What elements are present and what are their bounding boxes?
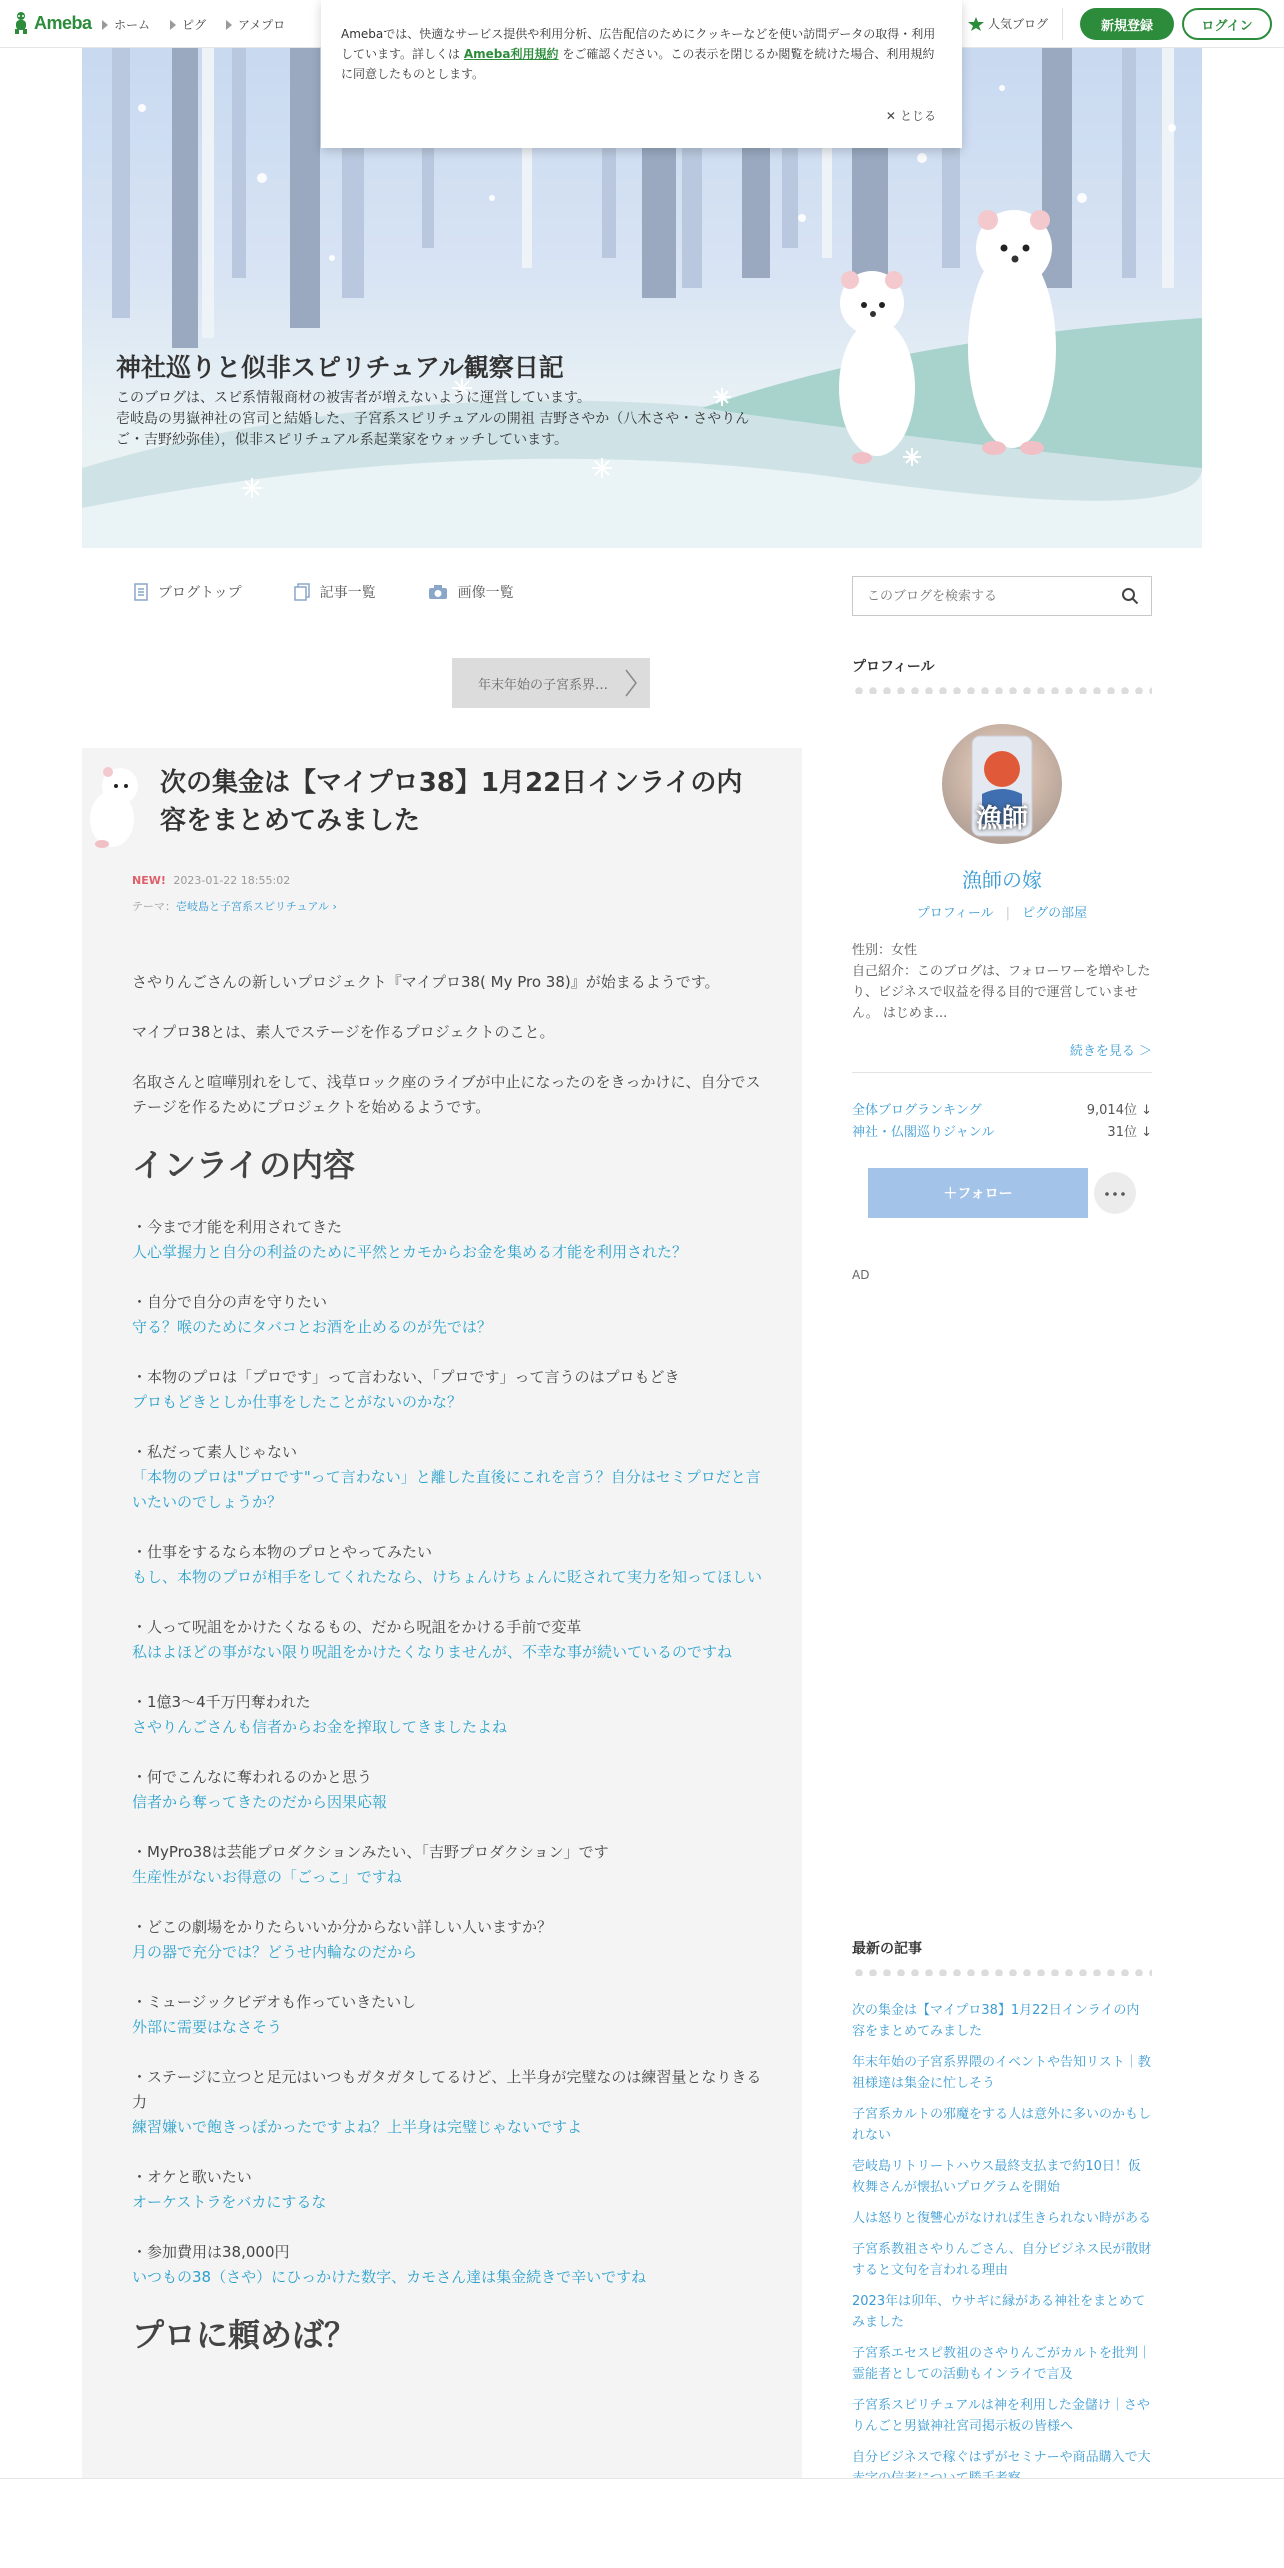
copy-icon [294, 583, 310, 601]
comment-link[interactable]: 生産性がないお得意の「ごっこ」ですね [132, 1868, 402, 1886]
recent-article-link[interactable]: 次の集金は【マイプロ38】1月22日インライの内容をまとめてみました [852, 2003, 1140, 2039]
popular-blog-link[interactable] [968, 15, 1048, 32]
crown-icon [968, 17, 984, 31]
quote-line: ・MyPro38は芸能プロダクションみたい、「吉野プロダクション」です [132, 1843, 609, 1861]
cookie-text-after: をご確認ください。この表示を閉じるか閲覧を続けた場合、利用規約に同意したものとします。 [341, 47, 935, 81]
close-icon: ✕ [885, 109, 896, 123]
prev-article-button[interactable] [452, 658, 650, 708]
recent-article-link[interactable]: 子宮系スピリチュアルは神を利用した金儲け｜さやりんごと男嶽神社宮司掲示板の皆様へ [852, 2398, 1150, 2434]
recent-article-link[interactable]: 人は怒りと復讐心がなければ生きられない時がある [852, 2211, 1152, 2226]
blog-nav [134, 582, 514, 602]
section-heading: プロに頼めば？ [132, 2316, 357, 2354]
terms-link[interactable]: Ameba利用規約 [463, 47, 559, 61]
recent-articles-heading: 最新の記事 [852, 1941, 922, 1957]
nav-amepro-label: アメプロ [238, 18, 286, 32]
triangle-right-icon [102, 20, 108, 30]
overall-ranking-link[interactable]: 全体ブログランキング [852, 1103, 982, 1118]
ermine-avatar-icon [82, 764, 142, 848]
follow-button[interactable]: ＋フォロー [868, 1168, 1088, 1218]
article-list-link[interactable] [294, 582, 376, 602]
genre-ranking [852, 1122, 1152, 1144]
camera-icon [428, 584, 448, 600]
dotted-divider [852, 1968, 1152, 1976]
new-badge: NEW! [132, 874, 166, 887]
article [82, 748, 802, 2568]
article-date: 2023-01-22 18:55:02 [173, 874, 291, 887]
profile-intro: 自己紹介：このブログは、フォローワーを増やしたり、ビジネスで収益を得る目的で運営していません。 はじめま... [852, 964, 1151, 1021]
chevron-right-icon [624, 668, 638, 698]
quote-line: ・仕事をするなら本物のプロとやってみたい [132, 1543, 433, 1561]
popular-blog-label: 人気ブログ [988, 17, 1049, 31]
genre-ranking-link[interactable]: 神社・仏閣巡りジャンル [852, 1125, 995, 1140]
document-icon [134, 583, 148, 601]
blog-top-label: ブログトップ [158, 585, 242, 601]
quote-line: ・人って呪詛をかけたくなるもの、だから呪詛をかける手前で変革 [132, 1618, 582, 1636]
cookie-notice [321, 0, 962, 148]
profile-divider [852, 1072, 1152, 1073]
cookie-close-label: とじる [899, 109, 936, 123]
article-list-label: 記事一覧 [319, 585, 376, 601]
intro-paragraph: さやりんごさんの新しいプロジェクト『マイプロ38( My Pro 38)』が始まるようです。 [132, 973, 720, 991]
intro-paragraph: 名取さんと喧嘩別れをして、浅草ロック座のライブが中止になったのをきっかけに、自分でステージを作るためにプロジェクトを始めるようです。 [132, 1073, 761, 1116]
recent-article-link[interactable]: 子宮系教祖さやりんごさん、自分ビジネス民が散財すると文句を言われる理由 [852, 2242, 1152, 2278]
image-list-link[interactable] [428, 582, 514, 602]
comment-link[interactable]: さやりんごさんも信者からお金を搾取してきましたよね [132, 1718, 508, 1736]
global-nav [102, 16, 285, 33]
blog-description-line1: このブログは、スピ系情報商材の被害者が増えないように運営しています。 [116, 390, 591, 406]
overall-ranking [852, 1100, 1152, 1122]
quote-line: ・今まで才能を利用されてきた [132, 1218, 343, 1236]
blog-search-input[interactable] [865, 588, 1121, 605]
header-divider [1062, 8, 1063, 40]
cookie-close-button[interactable] [886, 106, 936, 126]
ameba-logo[interactable] [12, 11, 92, 35]
quote-line: ・ミュージックビデオも作っていきたいし [132, 1993, 417, 2011]
intro-paragraph: マイプロ38とは、素人でステージを作るプロジェクトのこと。 [132, 1023, 555, 1041]
quote-line: ・どこの劇場をかりたらいいか分からない詳しい人いますか？ [132, 1918, 553, 1936]
quote-line: ・私だって素人じゃない [132, 1443, 298, 1461]
bottom-bar [0, 2478, 1284, 2568]
ad-label: AD [852, 1268, 870, 1282]
article-meta [132, 874, 290, 887]
recent-article-link[interactable]: 子宮系カルトの邪魔をする人は意外に多いのかもしれない [852, 2107, 1152, 2143]
article-title[interactable]: 次の集金は【マイプロ38】1月22日インライの内容をまとめてみました [160, 768, 743, 836]
profile-heading: プロフィール [852, 659, 935, 675]
recent-articles-list [852, 2000, 1152, 2499]
recent-article-link[interactable]: 子宮系エセスピ教祖のさやりんごがカルトを批判｜霊能者としての活動もインライで言及 [852, 2346, 1152, 2382]
nav-home-label: ホーム [114, 18, 151, 32]
cookie-text-before: Amebaでは、快適なサービス提供や利用分析、広告配信のためにクッキーなどを使い訪問データの取得・利用しています。詳しくは [341, 27, 936, 61]
link-separator: | [1005, 906, 1011, 921]
triangle-right-icon [226, 20, 232, 30]
comment-link[interactable]: もし、本物のプロが相手をしてくれたなら、けちょんけちょんに貶されて実力を知ってほしい [132, 1568, 763, 1586]
comment-link[interactable]: いつもの38（さや）にひっかけた数字、カモさん達は集金続きで辛いですね [132, 2268, 647, 2286]
comment-link[interactable]: 人心掌握力と自分の利益のために平然とカモからお金を集める才能を利用された？ [132, 1243, 688, 1261]
ameba-logo-text: Ameba [34, 12, 92, 33]
nav-amepro[interactable] [226, 16, 285, 33]
triangle-right-icon [170, 20, 176, 30]
prev-article-label: 年末年始の子宮系界… [478, 677, 609, 693]
recent-article-link[interactable]: 自分ビジネスで稼ぐはずがセミナーや商品購入で大 [852, 2450, 1151, 2465]
dotted-divider [852, 686, 1152, 694]
nav-pigg[interactable] [170, 16, 206, 33]
article-body [132, 970, 762, 2385]
comment-link[interactable]: プロもどきとしか仕事をしたことがないのかな？ [132, 1393, 463, 1411]
profile-link[interactable]: プロフィール [916, 906, 994, 921]
quote-line: ・参加費用は38,000円 [132, 2243, 290, 2261]
quote-line: ・1億3～4千万円奪われた [132, 1693, 311, 1711]
blog-description-line2: 壱岐島の男嶽神社の宮司と結婚した、子宮系スピリチュアルの開祖 吉野さやか（八木さや・さやりんご・吉野紗弥佳），似非スピリチュアル系起業家をウォッチしています。 [116, 411, 750, 448]
genre-ranking-value: 31位 ↓ [1107, 1125, 1152, 1140]
avatar-text: 漁師 [975, 804, 1028, 834]
more-options-button[interactable]: ･･･ [1094, 1172, 1136, 1214]
ameba-mascot-icon [12, 11, 30, 35]
recent-article-link[interactable]: 2023年は卯年、ウサギに縁がある神社をまとめてみました [852, 2294, 1146, 2330]
comment-link[interactable]: 練習嫌いで飽きっぽかったですよね？上半身は完璧じゃないですよ [132, 2118, 583, 2136]
recent-article-link[interactable]: 壱岐島リトリートハウス最終支払まで約10日！仮枚舞さんが懐払いプログラムを開始 [852, 2159, 1141, 2195]
overall-ranking-value: 9,014位 ↓ [1086, 1103, 1152, 1118]
search-icon[interactable] [1121, 587, 1139, 605]
blog-description [116, 388, 756, 451]
image-list-label: 画像一覧 [457, 585, 514, 601]
profile-links [852, 902, 1152, 921]
profile-avatar[interactable] [942, 724, 1062, 844]
theme-link[interactable]: 壱岐島と子宮系スピリチュアル [176, 900, 330, 913]
blog-top-link[interactable] [134, 582, 242, 602]
read-more-link[interactable]: 続きを見る ＞ [1069, 1044, 1152, 1059]
comment-link[interactable]: 守る？喉のためにタバコとお酒を止めるのが先では？ [132, 1318, 492, 1336]
quote-line: ・本物のプロは「プロです」って言わない、「プロです」って言うのはプロもどき [132, 1368, 680, 1386]
login-button[interactable]: ログイン [1182, 8, 1272, 40]
comment-link[interactable]: 私はよほどの事がない限り呪詛をかけたくなりませんが、不幸な事が続いているのですね [132, 1643, 733, 1661]
comment-link[interactable]: 「本物のプロは"プロです"って言わない」と離した直後にこれを言う？自分はセミプロだと言いたいのでしょうか？ [132, 1468, 761, 1511]
profile-gender: 性別：女性 [852, 943, 918, 958]
comment-link[interactable]: オーケストラをバカにするな [132, 2193, 327, 2211]
blog-title[interactable]: 神社巡りと似非スピリチュアル観察日記 [116, 353, 564, 382]
nav-home[interactable] [102, 16, 150, 33]
blog-search[interactable] [852, 576, 1152, 616]
quote-line: ・何でこんなに奪われるのかと思う [132, 1768, 373, 1786]
profile-name[interactable]: 漁師の嫁 [962, 868, 1042, 892]
theme-prefix: テーマ： [132, 900, 176, 913]
chevron-right-icon: › [329, 900, 337, 913]
pigg-room-link[interactable]: ピグの部屋 [1022, 906, 1088, 921]
article-theme [132, 898, 337, 914]
section-heading: インライの内容 [132, 1146, 356, 1184]
nav-pigg-label: ピグ [182, 18, 207, 32]
quote-line: ・オケと歌いたい [132, 2168, 252, 2186]
register-button[interactable]: 新規登録 [1080, 8, 1174, 40]
recent-article-link[interactable]: 年末年始の子宮系界隈のイベントや告知リスト｜教祖様達は集金に忙しそう [852, 2055, 1151, 2091]
quote-line: ・自分で自分の声を守りたい [132, 1293, 328, 1311]
comment-link[interactable]: 信者から奪ってきたのだから因果応報 [132, 1793, 388, 1811]
comment-link[interactable]: 月の器で充分では？どうせ内輪なのだから [132, 1943, 418, 1961]
comment-link[interactable]: 外部に需要はなさそう [132, 2018, 283, 2036]
quote-line: ・ステージに立つと足元はいつもガタガタしてるけど、上半身が完璧なのは練習量となりきる力 [132, 2068, 762, 2111]
